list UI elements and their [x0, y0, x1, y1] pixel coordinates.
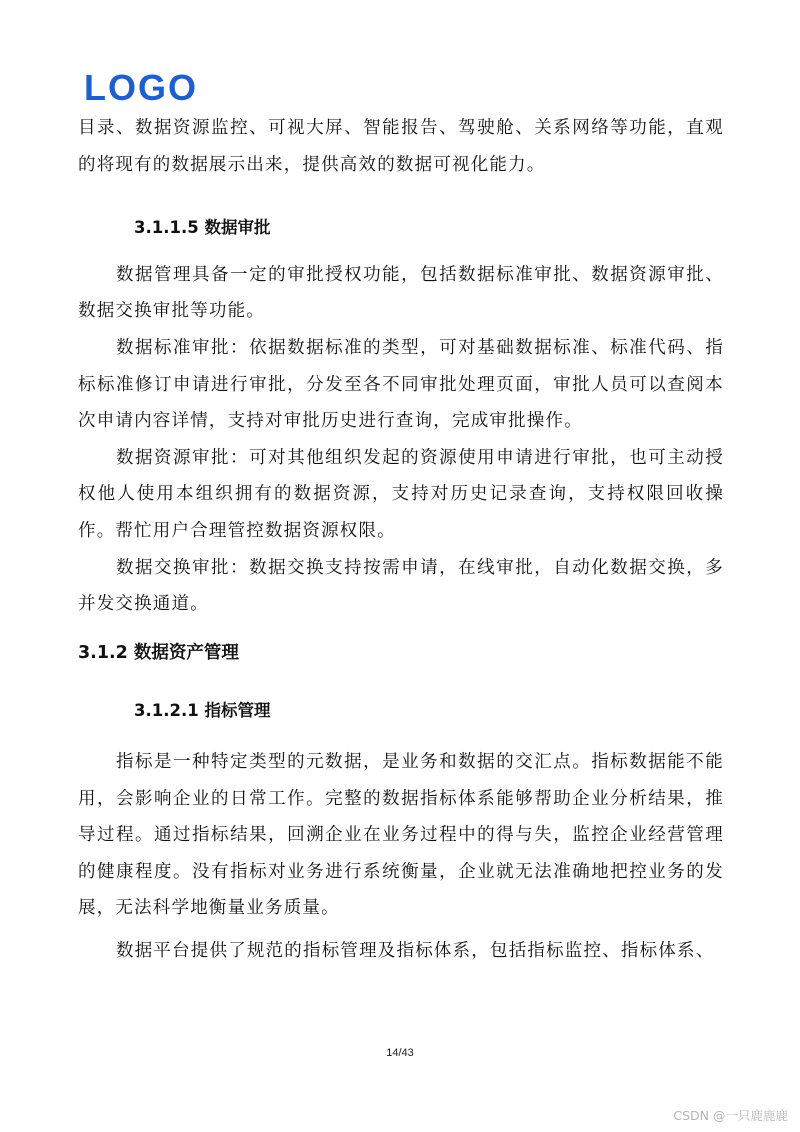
watermark: CSDN @一只鹿鹿鹿 [673, 1108, 788, 1123]
page-number: 14/43 [386, 1047, 414, 1059]
indicator-paragraph-2: 数据平台提供了规范的指标管理及指标体系，包括指标监控、指标体系、 [116, 940, 715, 961]
heading-3-1-1-5: 3.1.1.5 数据审批 [134, 218, 271, 238]
approval-paragraph-3: 数据资源审批：可对其他组织发起的资源使用申请进行审批，也可主动授权他人使用本组织拥有的数据资源，支持对历史记录查询，支持权限回收操作。帮忙用户合理管控数据资源权限。 [78, 447, 724, 541]
intro-paragraph: 目录、数据资源监控、可视大屏、智能报告、驾驶舱、关系网络等功能，直观的将现有的数据展示出来，提供高效的数据可视化能力。 [78, 118, 724, 175]
approval-paragraph-4: 数据交换审批：数据交换支持按需申请，在线审批，自动化数据交换，多并发交换通道。 [78, 557, 724, 615]
document-body [78, 110, 724, 969]
approval-paragraph-1: 数据管理具备一定的审批授权功能，包括数据标准审批、数据资源审批、数据交换审批等功能。 [78, 264, 724, 322]
heading-3-1-2-1: 3.1.2.1 指标管理 [134, 701, 271, 721]
approval-paragraph-2: 数据标准审批：依据数据标准的类型，可对基础数据标准、标准代码、指标标准修订申请进行审批，分发至各不同审批处理页面，审批人员可以查阅本次申请内容详情，支持对审批历史进行查询，完成审批操作。 [78, 337, 724, 432]
company-logo: LOGO [84, 67, 198, 108]
heading-3-1-2: 3.1.2 数据资产管理 [78, 642, 239, 663]
indicator-paragraph-1: 指标是一种特定类型的元数据，是业务和数据的交汇点。指标数据能不能用，会影响企业的日常工作。完整的数据指标体系能够帮助企业分析结果，推导过程。通过指标结果，回溯企业在业务过程中的得与失，监控企业经营管理的健康程度。没有指标对业务进行系统衡量，企业就无法准确地把控业务的发展，无法科学地衡量业务质量。 [78, 751, 724, 919]
